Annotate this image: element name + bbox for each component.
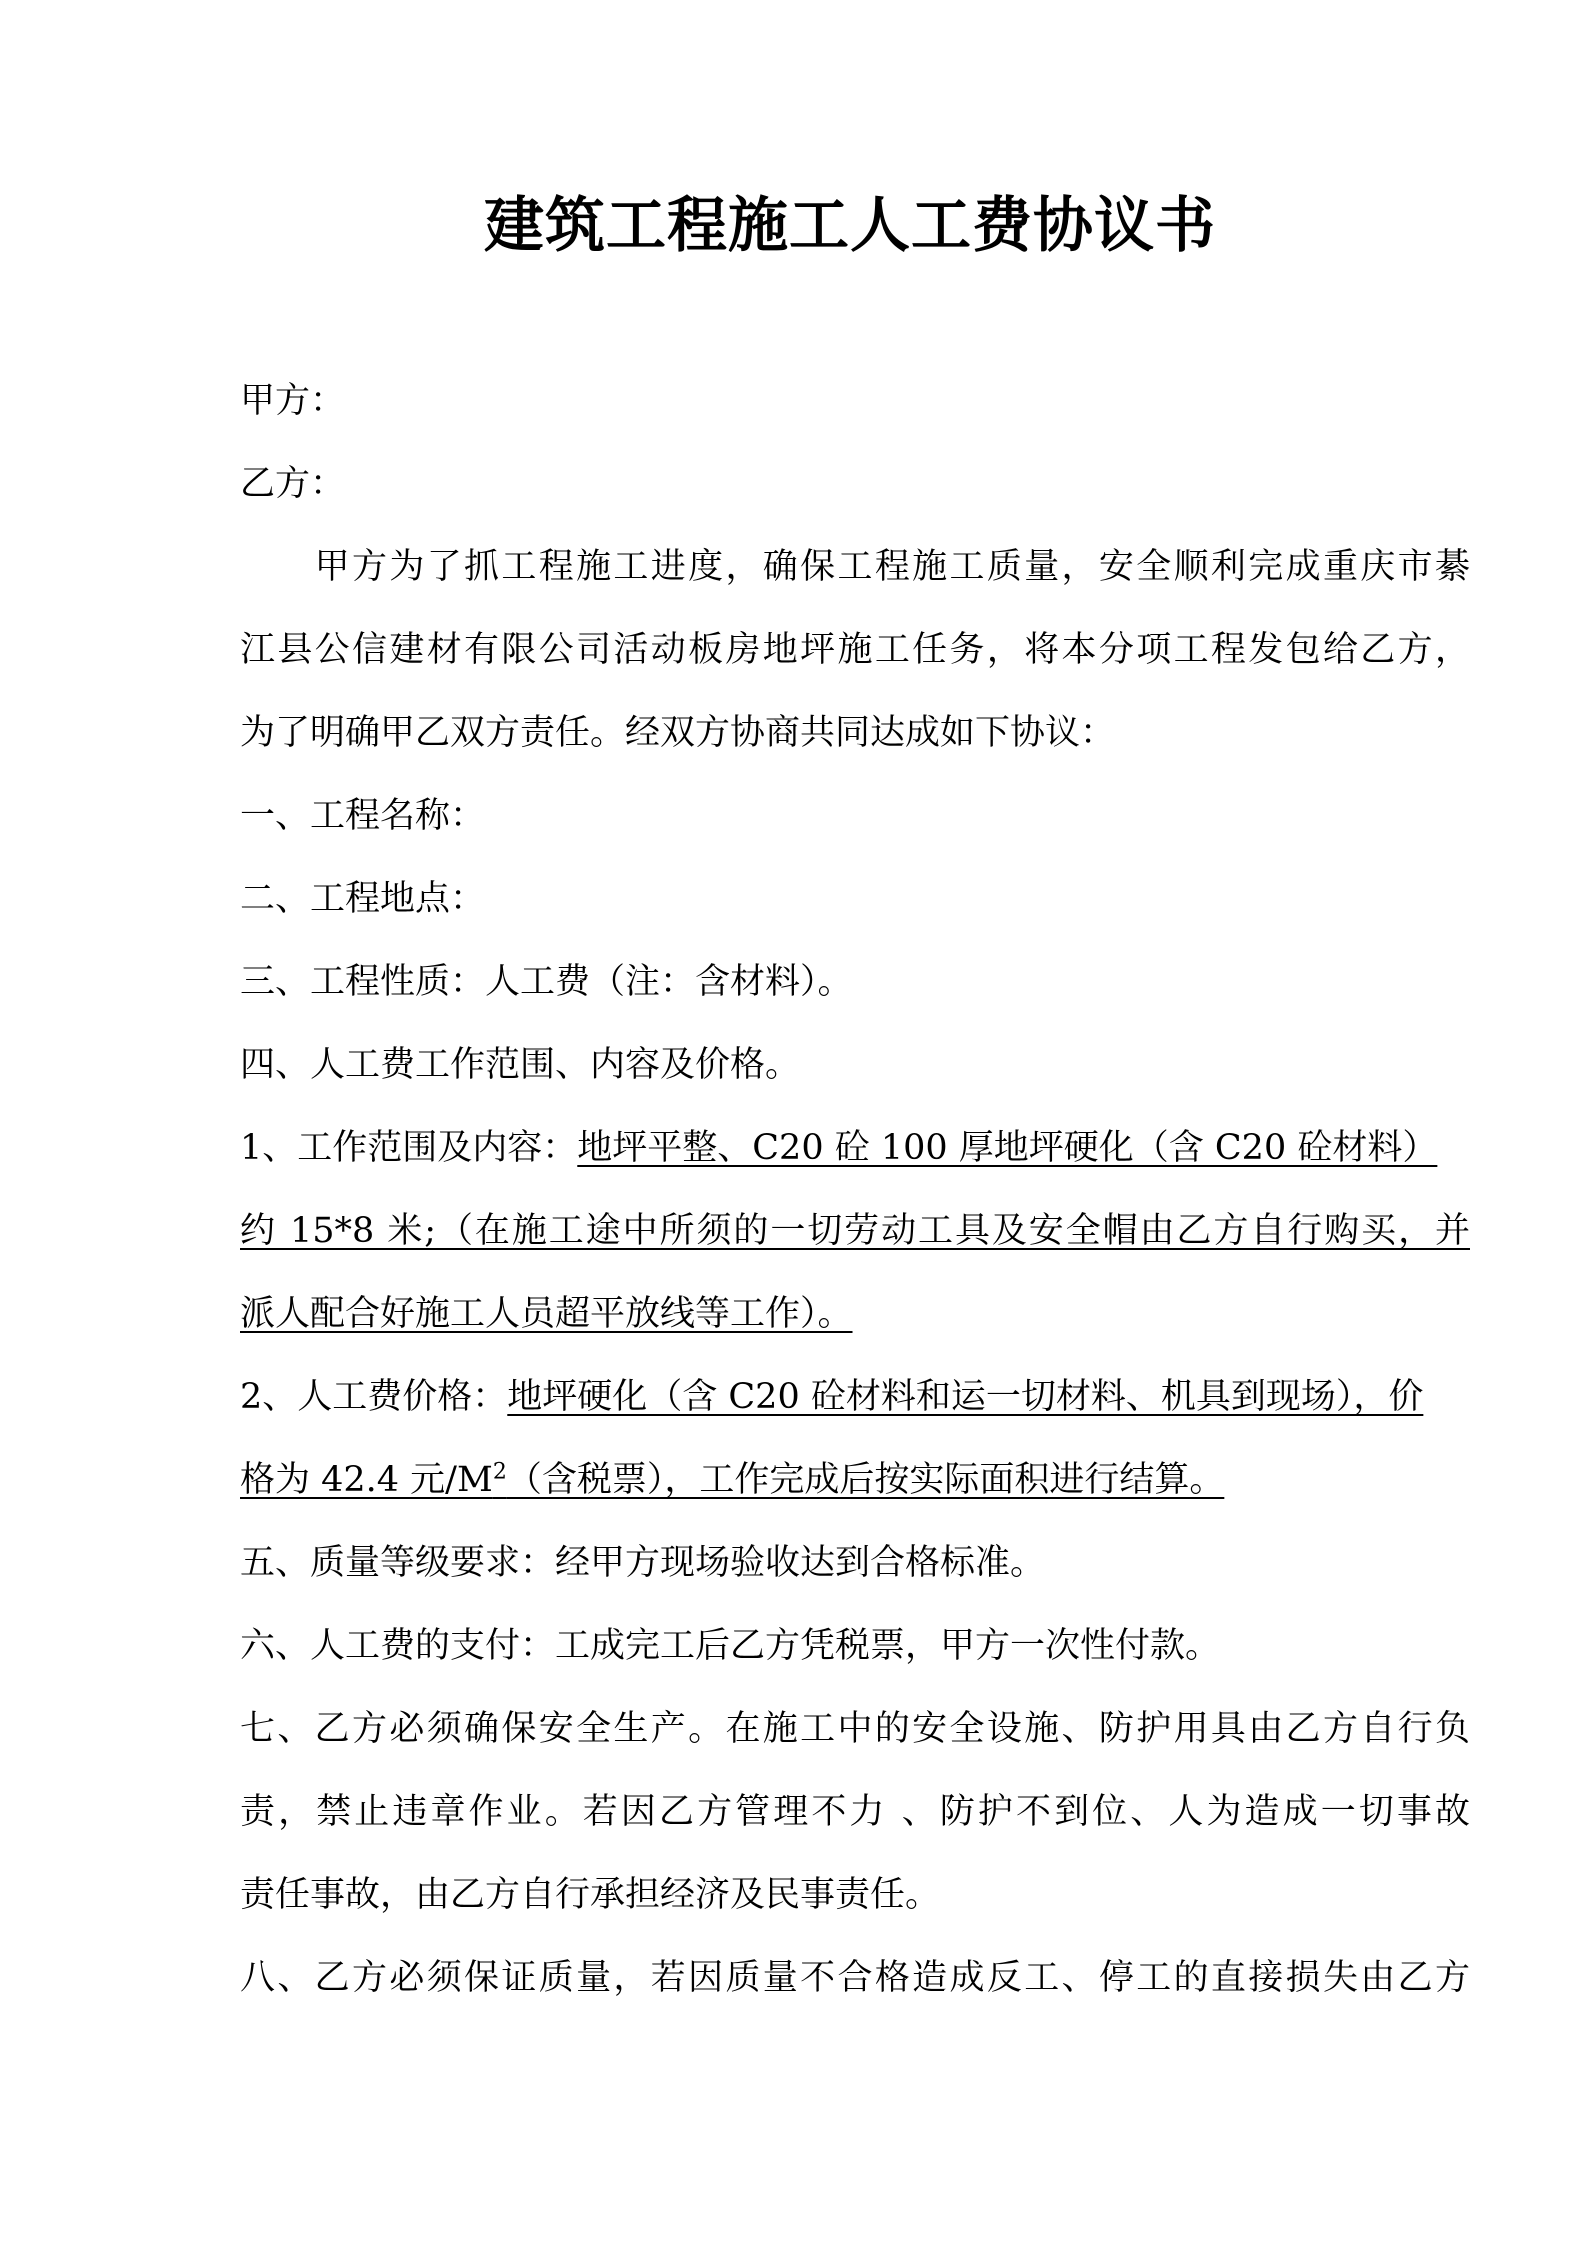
- party-b-label: 乙方：: [240, 464, 346, 504]
- document-title: 建筑工程施工人工费协议书: [484, 191, 1216, 261]
- intro-line-1: 甲方为了抓工程施工进度，确保工程施工质量，安全顺利完成重庆市綦: [240, 547, 1470, 587]
- scope-label: 1、工作范围及内容：: [240, 1128, 578, 1168]
- price-amount: 格为 42.4 元/M: [240, 1460, 493, 1500]
- item-payment: 六、人工费的支付：工成完工后乙方凭税票，甲方一次性付款。: [240, 1626, 1221, 1666]
- scope-line-1: [240, 1123, 1470, 1173]
- price-line-1: [240, 1372, 1470, 1422]
- price-settlement: （含税票），工作完成后按实际面积进行结算。: [506, 1460, 1225, 1500]
- scope-text-3: 派人配合好施工人员超平放线等工作）。: [240, 1294, 853, 1334]
- item-project-nature: 三、工程性质：人工费（注：含材料）。: [240, 962, 853, 1002]
- price-line-2: [240, 1455, 1470, 1505]
- item-safety-line-1: 七、乙方必须确保安全生产。在施工中的安全设施、防护用具由乙方自行负: [240, 1709, 1470, 1749]
- intro-line-2: 江县公信建材有限公司活动板房地坪施工任务，将本分项工程发包给乙方，: [240, 630, 1470, 670]
- price-unit-superscript: 2: [492, 1459, 507, 1485]
- item-quality-standard: 五、质量等级要求：经甲方现场验收达到合格标准。: [240, 1543, 1046, 1583]
- intro-line-3: 为了明确甲乙双方责任。经双方协商共同达成如下协议：: [240, 713, 1116, 753]
- party-a-label: 甲方：: [240, 381, 346, 421]
- item-scope-heading: 四、人工费工作范围、内容及价格。: [240, 1045, 801, 1085]
- scope-line-2: [240, 1206, 1470, 1256]
- item-project-location: 二、工程地点：: [240, 879, 486, 919]
- price-text-1: 地坪硬化（含 C20 砼材料和运一切材料、机具到现场），价: [507, 1377, 1424, 1417]
- item-safety-line-2: 责，禁止违章作业。若因乙方管理不力 、防护不到位、人为造成一切事故: [240, 1792, 1470, 1832]
- item-quality-line-1: 八、乙方必须保证质量，若因质量不合格造成反工、停工的直接损失由乙方: [240, 1958, 1470, 1998]
- scope-text-2: 约 15*8 米;（在施工途中所须的一切劳动工具及安全帽由乙方自行购买，并: [240, 1211, 1470, 1251]
- price-label: 2、人工费价格：: [240, 1377, 508, 1417]
- item-project-name: 一、工程名称：: [240, 796, 486, 836]
- item-safety-line-3: 责任事故，由乙方自行承担经济及民事责任。: [240, 1875, 941, 1915]
- price-text-2: [240, 1460, 1224, 1500]
- scope-line-3: [240, 1289, 1470, 1339]
- scope-text-1: 地坪平整、C20 砼 100 厚地坪硬化（含 C20 砼材料）: [577, 1128, 1438, 1168]
